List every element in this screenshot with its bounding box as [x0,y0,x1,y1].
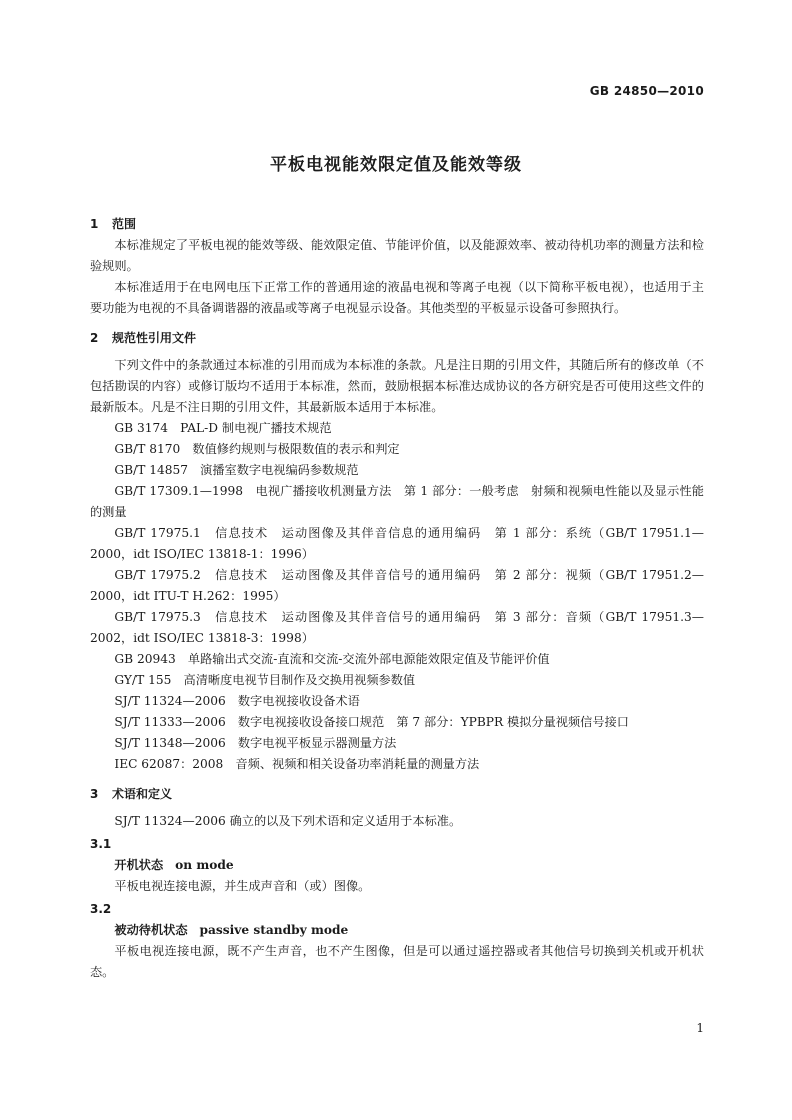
term-name [90,920,704,941]
standard-number: GB 24850—2010 [589,84,704,98]
section-title: 规范性引用文件 [112,331,197,345]
term-number: 3.2 [90,902,112,916]
reference-item: SJ/T 11333—2006 数字电视接收设备接口规范 第 7 部分：YPBPR 模拟分量视频信号接口 [114,715,629,729]
reference-item: IEC 62087：2008 音频、视频和相关设备功率消耗量的测量方法 [114,757,480,771]
term-definition: 平板电视连接电源，并生成声音和（或）图像。 [114,879,371,893]
section-title: 术语和定义 [112,787,173,801]
paragraph: 下列文件中的条款通过本标准的引用而成为本标准的条款。凡是注日期的引用文件，其随后所有的修改单（不包括勘误的内容）或修订版均不适用于本标准，然而，鼓励根据本标准达成协议的各方研究是否可使用这些文件的最新版本。凡是不注日期的引用文件，其最新版本适用于本标准。 [90,358,704,414]
section-title: 范围 [112,217,137,231]
reference-item: GB/T 8170 数值修约规则与极限数值的表示和判定 [114,442,400,456]
reference-item: GY/T 155 高清晰度电视节目制作及交换用视频参数值 [114,673,416,687]
reference-item: GB/T 17975.3 信息技术 运动图像及其伴音信号的通用编码 第 3 部分：音频（GB/T 17951.3—2002，idt ISO/IEC 13818-3：1998） [90,610,704,645]
reference-item: GB 3174 PAL-D 制电视广播技术规范 [114,421,332,435]
section-number: 3 [90,787,99,801]
reference-item: GB/T 14857 演播室数字电视编码参数规范 [114,463,359,477]
term-name-cn: 开机状态 [114,858,164,872]
section-number: 2 [90,331,99,345]
paragraph: 本标准规定了平板电视的能效等级、能效限定值、节能评价值，以及能源效率、被动待机功率的测量方法和检验规则。 [90,238,704,273]
document-body [90,214,704,983]
term-name-en: on mode [175,858,234,872]
reference-item: SJ/T 11348—2006 数字电视平板显示器测量方法 [114,736,397,750]
reference-item: GB 20943 单路输出式交流-直流和交流-交流外部电源能效限定值及节能评价值 [114,652,550,666]
document-title: 平板电视能效限定值及能效等级 [270,155,522,175]
term-name-cn: 被动待机状态 [114,923,188,937]
term-name [90,855,704,876]
section-number: 1 [90,217,99,231]
paragraph: SJ/T 11324—2006 确立的以及下列术语和定义适用于本标准。 [114,814,462,828]
reference-item: GB/T 17309.1—1998 电视广播接收机测量方法 第 1 部分：一般考虑 射频和视频电性能以及显示性能的测量 [90,484,704,519]
section-heading-normative-references [90,328,704,349]
paragraph: 本标准适用于在电网电压下正常工作的普通用途的液晶电视和等离子电视（以下简称平板电视），也适用于主要功能为电视的不具备调谐器的液晶或等离子电视显示设备。其他类型的平板显示设备可参照执行。 [90,280,704,315]
section-heading-scope [90,214,704,235]
term-definition: 平板电视连接电源，既不产生声音，也不产生图像，但是可以通过遥控器或者其他信号切换到关机或开机状态。 [90,944,704,979]
reference-item: GB/T 17975.2 信息技术 运动图像及其伴音信号的通用编码 第 2 部分：视频（GB/T 17951.2—2000，idt ITU-T H.262：1995） [90,568,704,603]
term-name-en: passive standby mode [199,923,349,937]
section-heading-terms [90,784,704,805]
term-number: 3.1 [90,837,112,851]
page-number: 1 [696,1021,704,1035]
reference-item: GB/T 17975.1 信息技术 运动图像及其伴音信息的通用编码 第 1 部分：系统（GB/T 17951.1—2000，idt ISO/IEC 13818-1：1996） [90,526,704,561]
reference-item: SJ/T 11324—2006 数字电视接收设备术语 [114,694,360,708]
